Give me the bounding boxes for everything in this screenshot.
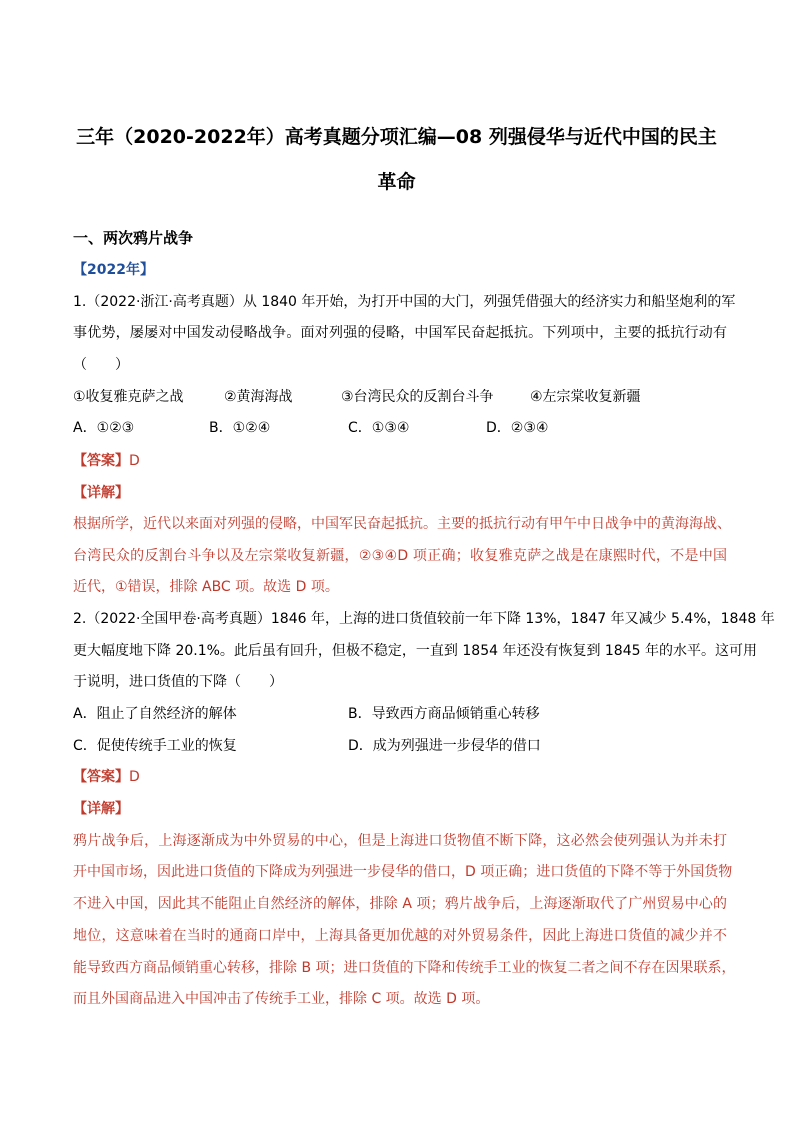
q1-item-3: ③台湾民众的反割台斗争 [341,389,494,405]
q1-item-1: ①收复雅克萨之战 [73,389,184,405]
q1-stem-line-2: 事优势，屡屡对中国发动侵略战争。面对列强的侵略，中国军民奋起抵抗。下列项中，主要的抵抗行动有 [73,325,727,341]
q1-detail-label: 【详解】 [73,485,129,501]
q2-options-row-1 [73,704,727,724]
section-heading: 一、两次鸦片战争 [73,229,194,247]
q2-stem-line-2: 更大幅度地下降 20.1%。此后虽有回升，但极不稳定，一直到 1854 年还没有恢复到 1845 年的水平。这可用 [73,643,757,659]
q1-item-4: ④左宗棠收复新疆 [530,389,641,405]
q1-option-b: B．①②④ [209,420,271,436]
q2-stem-line-1: 2.（2022·全国甲卷·高考真题）1846 年，上海的进口货值较前一年下降 13%，1847 年又减少 5.4%，1848 年 [73,611,775,627]
q2-detail-line-3: 不进入中国，因此其不能阻止自然经济的解体，排除 A 项；鸦片战争后，上海逐渐取代了广州贸易中心的 [73,896,727,912]
q1-stem-line-1: 1.（2022·浙江·高考真题）从 1840 年开始，为打开中国的大门，列强凭借强大的经济实力和船坚炮利的军 [73,294,736,310]
q2-answer-label: 【答案】 [73,769,129,785]
q2-detail-line-2: 开中国市场，因此进口货值的下降成为列强进一步侵华的借口，D 项正确；进口货值的下降不等于外国货物 [73,864,733,880]
q2-option-d: D．成为列强进一步侵华的借口 [348,738,541,754]
q1-answer [73,451,727,471]
year-label: 【2022年】 [73,262,154,278]
q1-answer-label: 【答案】 [73,453,129,469]
q2-options-row-2 [73,736,727,756]
q1-detail-line-1: 根据所学，近代以来面对列强的侵略，中国军民奋起抵抗。主要的抵抗行动有甲午中日战争中的黄海海战、 [73,516,731,532]
q2-answer-value: D [129,769,140,785]
q2-option-b: B．导致西方商品倾销重心转移 [348,706,540,722]
q1-option-a: A．①②③ [73,420,135,436]
q2-detail-line-5: 能导致西方商品倾销重心转移，排除 B 项；进口货值的下降和传统手工业的恢复二者之间不存在因果联系， [73,960,736,976]
q1-options [73,418,727,438]
q1-option-c: C．①③④ [348,420,410,436]
q2-option-a: A．阻止了自然经济的解体 [73,706,237,722]
q2-answer [73,767,727,787]
q1-option-d: D．②③④ [486,420,549,436]
q2-stem-line-3: 于说明，进口货值的下降（ ） [73,674,283,690]
document-title-line-2: 革命 [377,171,416,193]
q2-option-c: C．促使传统手工业的恢复 [73,738,237,754]
q1-detail-line-3: 近代，①错误，排除 ABC 项。故选 D 项。 [73,579,339,595]
document-title-line-1: 三年（2020-2022年）高考真题分项汇编—08 列强侵华与近代中国的民主 [76,126,717,148]
q2-detail-line-1: 鸦片战争后，上海逐渐成为中外贸易的中心，但是上海进口货物值不断下降，这必然会使列强认为并未打 [73,833,727,849]
q2-detail-line-6: 而且外国商品进入中国冲击了传统手工业，排除 C 项。故选 D 项。 [73,991,490,1007]
q1-detail-line-2: 台湾民众的反割台斗争以及左宗棠收复新疆，②③④D 项正确；收复雅克萨之战是在康熙时代，不是中国 [73,548,727,564]
q2-detail-label: 【详解】 [73,801,129,817]
q1-items [73,387,727,407]
q2-detail-line-4: 地位，这意味着在当时的通商口岸中，上海具备更加优越的对外贸易条件，因此上海进口货值的减少并不 [73,928,727,944]
q1-stem-line-3: （ ） [73,357,129,373]
q1-item-2: ②黄海海战 [224,389,293,405]
q1-answer-value: D [129,453,140,469]
